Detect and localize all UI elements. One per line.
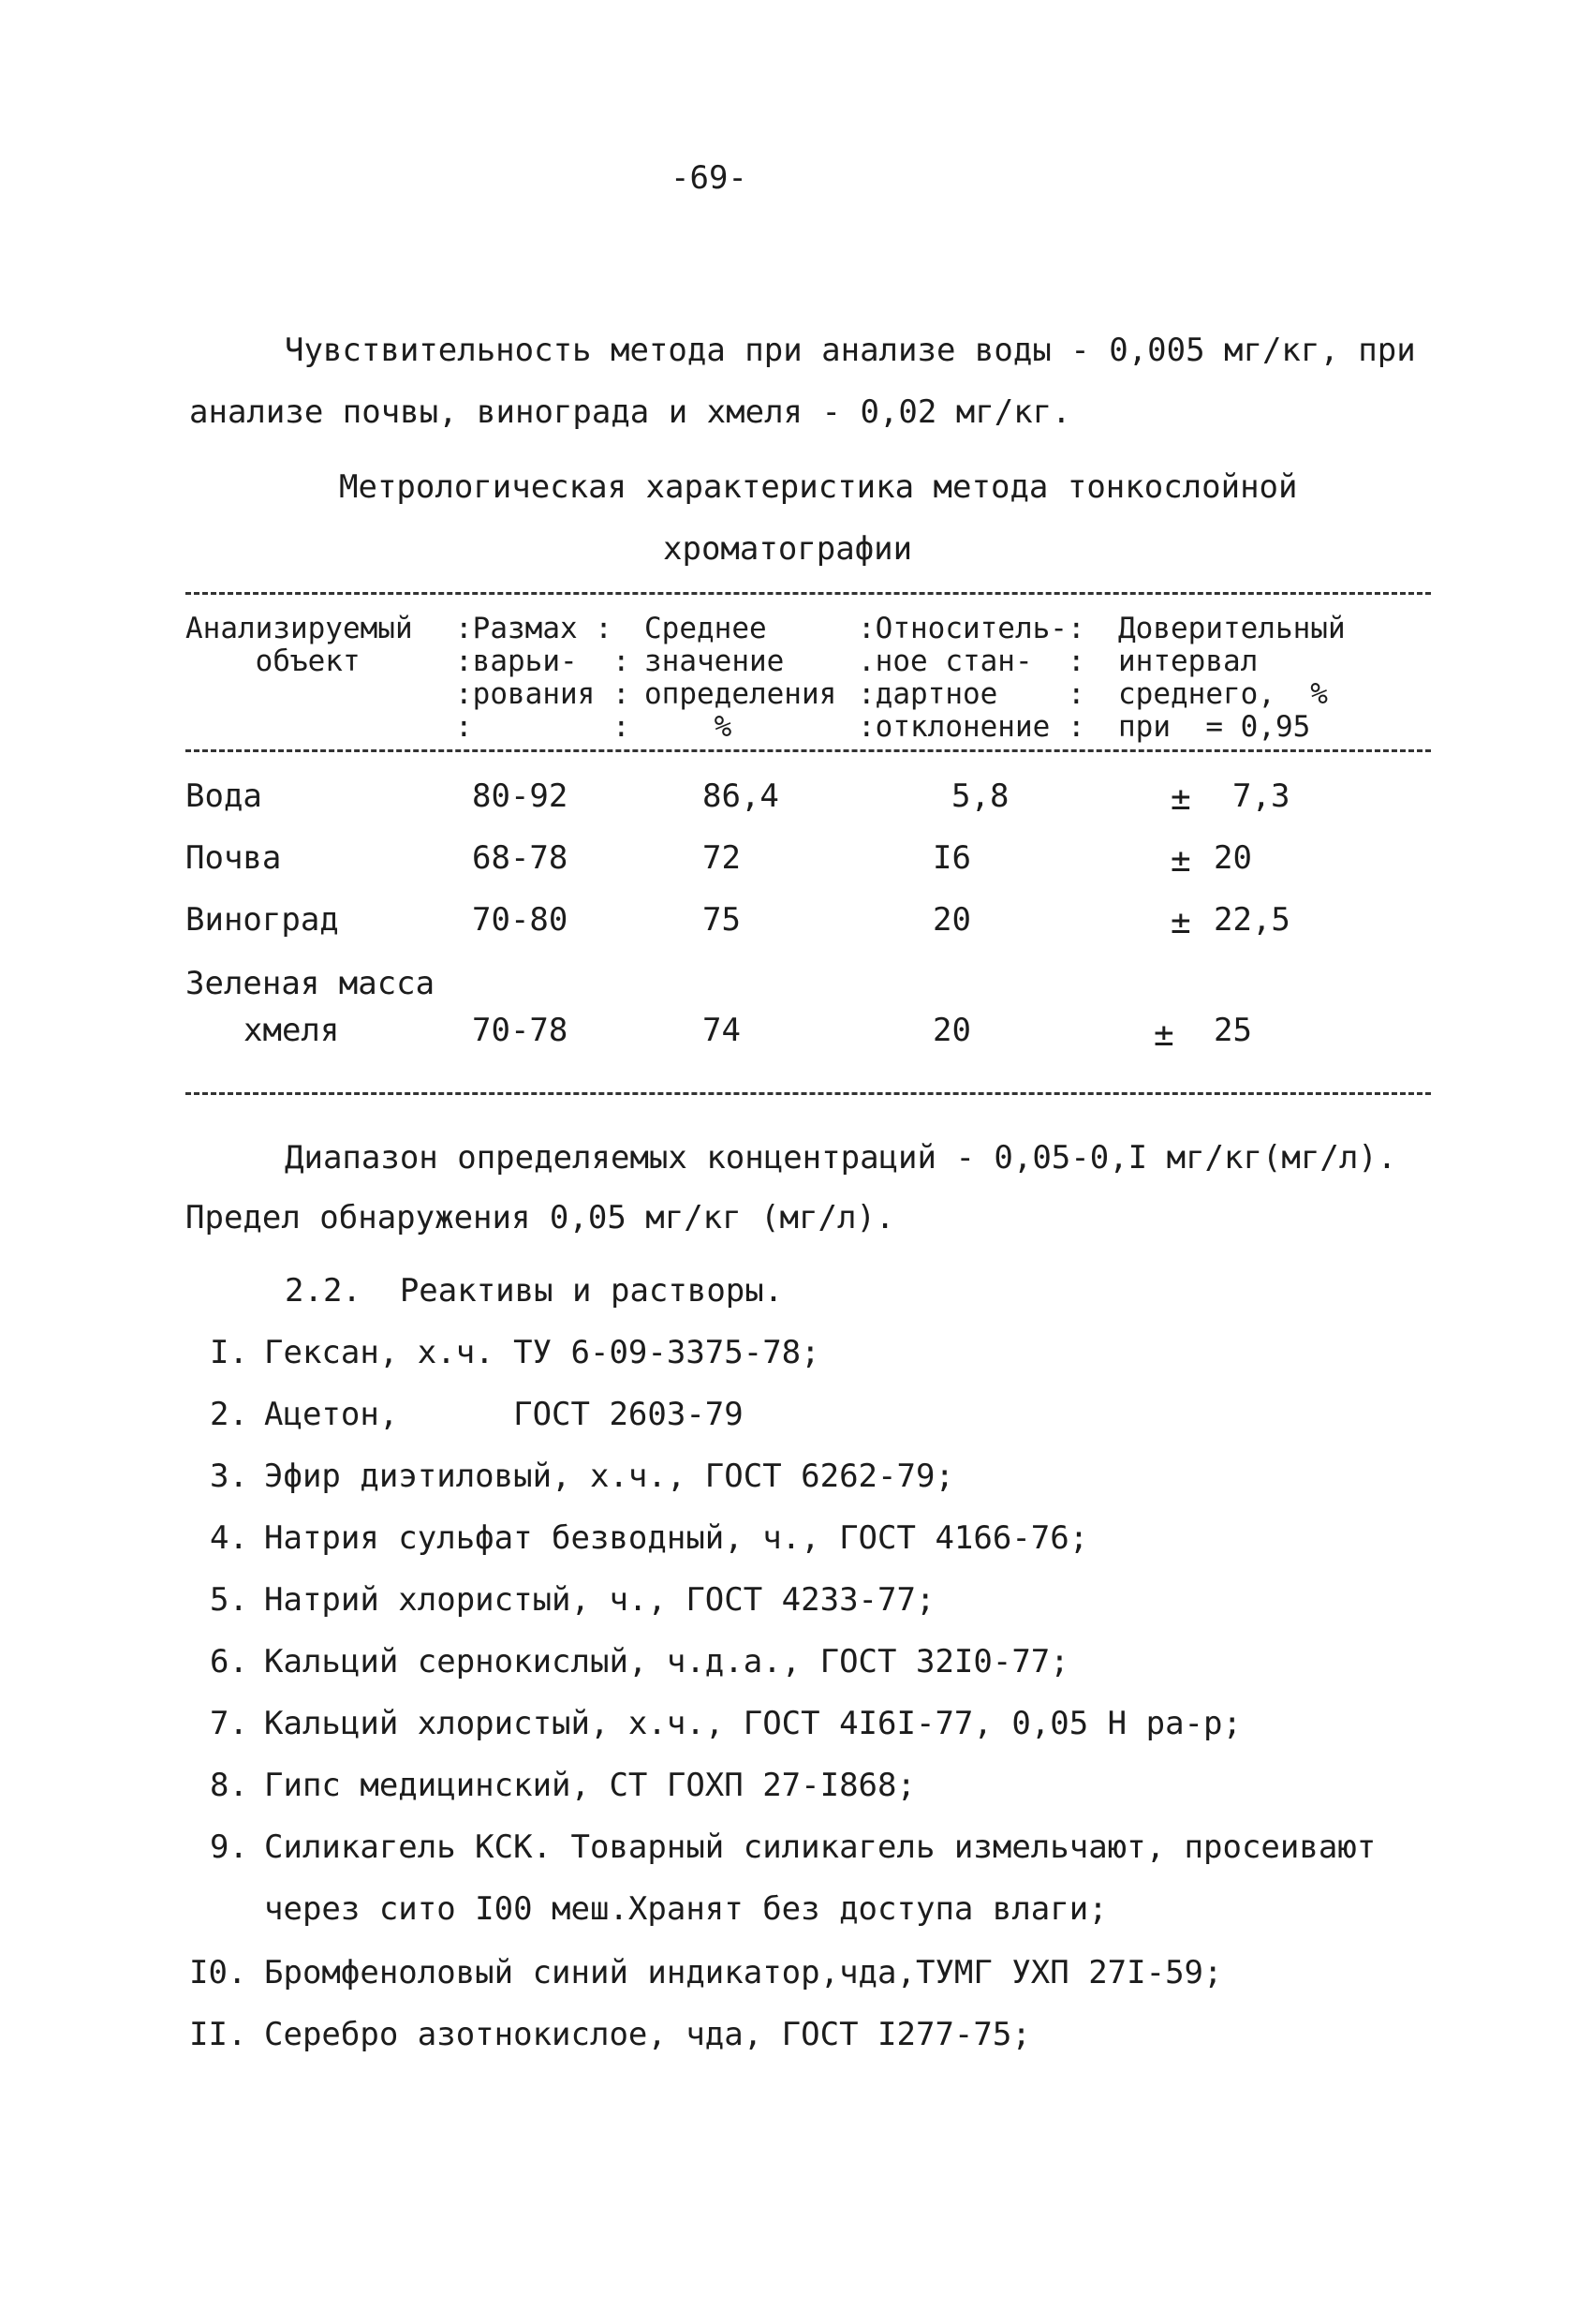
section-heading: 2.2. Реактивы и растворы. — [285, 1272, 784, 1310]
plus-minus-sign: ± — [1171, 903, 1191, 941]
header-mean: Среднее значение определения % — [644, 612, 837, 744]
range-line: Диапазон определяемых концентраций - 0,05-0,I мг/кг(мг/л). — [285, 1139, 1397, 1177]
list-item-text: Натрий хлористый, ч., ГОСТ 4233-77; — [264, 1581, 936, 1619]
row-rsd: 20 — [933, 1012, 971, 1049]
row-range: 70-80 — [472, 901, 568, 939]
list-item-text: Гексан, х.ч. ТУ 6-09-3375-78; — [264, 1334, 820, 1371]
intro-line-2: анализе почвы, винограда и хмеля - 0,02 мг/кг. — [189, 393, 1071, 431]
plus-minus-sign: ± — [1171, 841, 1191, 880]
detection-limit-line: Предел обнаружения 0,05 мг/кг (мг/л). — [185, 1199, 895, 1236]
list-item-number: I. — [210, 1334, 248, 1371]
list-item-text: Серебро азотнокислое, чда, ГОСТ I277-75; — [264, 2016, 1031, 2053]
header-range: :Размах : :варьи- : :рования : : : — [455, 612, 630, 744]
list-item-text: Натрия сульфат безводный, ч., ГОСТ 4166-76; — [264, 1519, 1089, 1557]
row-range: 80-92 — [472, 777, 568, 815]
row-range: 70-78 — [472, 1012, 568, 1049]
list-item-number: 2. — [210, 1396, 248, 1433]
row-interval: 7,3 — [1232, 777, 1290, 815]
row-mean: 72 — [702, 839, 741, 877]
row-range: 68-78 — [472, 839, 568, 877]
table-rule-bottom — [185, 1092, 1431, 1095]
row-interval: 22,5 — [1214, 901, 1290, 939]
list-item-number: II. — [189, 2016, 247, 2053]
row-object: Виноград — [185, 901, 339, 939]
plus-minus-sign: ± — [1154, 1015, 1174, 1054]
header-object: Анализируемый объект — [185, 612, 413, 678]
list-item-number: 7. — [210, 1705, 248, 1742]
list-item-number: 3. — [210, 1458, 248, 1495]
list-item-text: Гипс медицинский, СТ ГОХП 27-I868; — [264, 1767, 916, 1804]
row-interval: 25 — [1214, 1012, 1252, 1049]
table-rule-top — [185, 592, 1431, 595]
row-object: Зеленая масса — [185, 965, 435, 1002]
list-item-number: 6. — [210, 1643, 248, 1680]
table-title-line-1: Метрологическая характеристика метода тонкослойной — [339, 468, 1298, 506]
row-mean: 86,4 — [702, 777, 779, 815]
row-rsd: 20 — [933, 901, 971, 939]
list-item-text: Кальций сернокислый, ч.д.а., ГОСТ 32I0-77; — [264, 1643, 1069, 1680]
intro-line-1: Чувствительность метода при анализе воды - 0,005 мг/кг, при — [285, 332, 1416, 369]
list-item-number: 9. — [210, 1828, 248, 1866]
list-item-text: Силикагель КСК. Товарный силикагель измельчают, просеивают — [264, 1828, 1377, 1866]
table-title-line-2: хроматографии — [663, 530, 913, 568]
row-rsd: 5,8 — [951, 777, 1010, 815]
plus-minus-sign: ± — [1171, 779, 1191, 818]
header-interval: Доверительный интервал среднего, % при = 0,95 — [1118, 612, 1346, 744]
page-number: -69- — [671, 159, 747, 197]
row-object-continued: хмеля — [243, 1012, 340, 1049]
list-item-text: Кальций хлористый, х.ч., ГОСТ 4I6I-77, 0,05 Н ра-р; — [264, 1705, 1242, 1742]
list-item-number: 4. — [210, 1519, 248, 1557]
list-item-continuation: через сито I00 меш.Хранят без доступа влаги; — [264, 1890, 1108, 1928]
list-item-text: Ацетон, ГОСТ 2603-79 — [264, 1396, 744, 1433]
row-mean: 75 — [702, 901, 741, 939]
row-object: Почва — [185, 839, 282, 877]
table-rule-header — [185, 749, 1431, 752]
list-item-number: 5. — [210, 1581, 248, 1619]
list-item-text: Бромфеноловый синий индикатор,чда,ТУМГ УХП 27I-59; — [264, 1954, 1223, 1991]
header-rsd: :Относитель-: .ное стан- : :дартное : :отклонение : — [858, 612, 1085, 744]
row-object: Вода — [185, 777, 262, 815]
row-interval: 20 — [1214, 839, 1252, 877]
list-item-number: 8. — [210, 1767, 248, 1804]
row-rsd: I6 — [933, 839, 971, 877]
row-mean: 74 — [702, 1012, 741, 1049]
list-item-text: Эфир диэтиловый, х.ч., ГОСТ 6262-79; — [264, 1458, 954, 1495]
list-item-number: I0. — [189, 1954, 247, 1991]
